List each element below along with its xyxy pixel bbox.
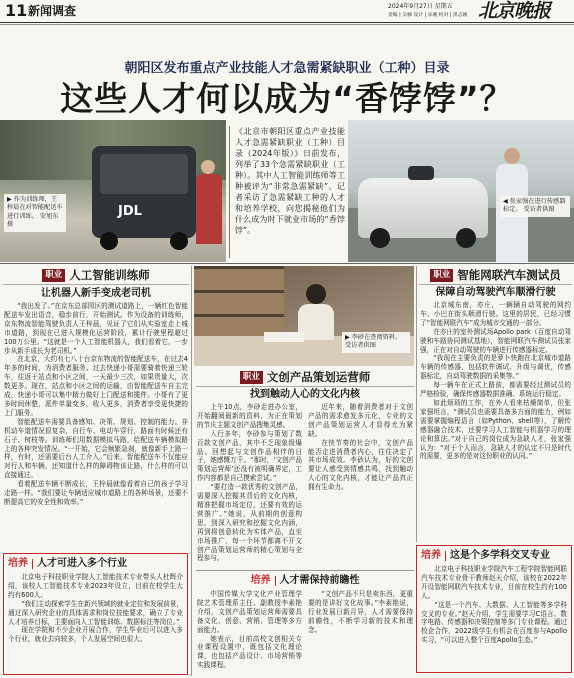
training-label: 培养 (8, 558, 28, 569)
header-rule-thin (0, 24, 574, 25)
robot-wheel (100, 232, 118, 250)
cultural-header (196, 370, 414, 387)
caption-text: ▶ 李砂在查阅资料。 (345, 334, 402, 341)
caption-text: ◀ 张家强在进行传感器标定。 (503, 198, 566, 214)
ai-training-header (8, 557, 183, 570)
column-rule (191, 266, 192, 676)
training-title: 这是个多学科交叉专业 (450, 550, 550, 561)
ai-training-box (3, 553, 188, 675)
headline-kicker: 朝阳区发布重点产业技能人才急需紧缺职业（工种）目录 (124, 61, 450, 76)
robot-wheel (170, 232, 188, 250)
roof-sensor (408, 166, 434, 180)
photo-credit: 受访者供图 (523, 206, 555, 214)
paragraph: 近年来，随着消费者对于文创产品的需求愈发多元化，专业的文创产品策划运营人才显得尤为紧缺。 (308, 403, 413, 438)
job-label: 职业 (42, 269, 65, 282)
paragraph: “这是一个汽车、大数据、人工智能等多学科交叉的专业。”赵天介绍，学生需要学习C语言、数字电路、传感器和决策控制等多门专业课程。通过校企合作，2022级学生有机会在百度参与Apollo实习，“可以进入整个百度Apollo生态。” (421, 600, 567, 645)
paragraph: 北京电子科技职业学院汽车工程学院智能网联汽车技术专业骨干教师赵天介绍，该校在2022年开设智能网联汽车技术专业，目前在校生约有100人。 (421, 565, 567, 600)
paragraph: 在快节奏的社会中，文创产品能否走进消费者内心，往往决定了其市场成效。李砂认为，好的文创要让人感受到情感共鸣，找到触动人心的文化内核，才能让产品真正拥有生命力。 (308, 438, 413, 492)
robot-cargo-door (100, 154, 188, 194)
newspaper-logo: 北京晚报 (478, 0, 551, 22)
sensor-calibration-photo (348, 120, 574, 262)
ai-training-article (8, 573, 183, 671)
ai-trainer-header (3, 268, 189, 285)
paragraph: 每一辆车在正式上路前，都需要经过测试员的严格检验，确保传感器数据准确、系统运行稳定。 (420, 381, 571, 399)
job-label: 职业 (240, 371, 263, 384)
training-label: 培养 (250, 575, 271, 586)
paragraph: “我现在主要负责的是萝卜快跑在北京城市道路车辆的传感器，包括软件调试、升级与调优，传感器标定，自动驾驶数据的采集等。” (420, 354, 571, 381)
trainer-head (201, 160, 215, 174)
section-title: 人工智能训练师 (69, 268, 150, 282)
column-rule (416, 266, 417, 542)
delivery-robot-photo (0, 120, 226, 262)
header-rule (0, 22, 574, 23)
section-divider (0, 263, 574, 264)
page-number: 11 (5, 1, 28, 20)
paragraph: “文创产品不只是卖东西，更重要的是讲好文化故事。”李素艳说，行业发展日新月异，人才需要保持前瞻性，不断学习新的技术和理念。 (308, 590, 413, 634)
paragraph: “要打造一款优秀的文创产品，需要深入挖掘其背后的文化内核，精准把握市场定位，还要有效的运营推广。”她说，从前期的创意构思，到深入研究和挖掘文化内涵，再到将创意转化为实体产品，直至市场推广，每一个环节都离不开文创产品策划运营师的精心策划与全程参与。 (197, 483, 302, 563)
connected-vehicle-training-article (421, 565, 567, 669)
paragraph: “我出发了。”在京东总部园区的测试道路上，一辆红色智能配送车发出语音，稳步前行，开始测试。作为设备的训练师，京东物流智能驾驶负责人王梓晨，见证了它们从实验室走上城市道路，到现在已进入规模化运营阶段，累计行驶里程超过100万公里。“这就是一个人工智能机器人，我们看着它，一步步从新手成长为老司机。” (4, 302, 188, 355)
paragraph: 中国传媒大学文化产业管理学院艺术管理系主任、副教授李素艳介绍，文创产品策划运营师需要具备文化、创意、营销、管理等多方面能力。 (197, 590, 302, 634)
label-separator (32, 559, 33, 569)
connected-vehicle-training-header (421, 549, 567, 562)
section-name: 新闻调查 (28, 4, 77, 18)
reading-caption (342, 332, 410, 353)
intro-text: 《北京市朝阳区重点产业技能人才急需紧缺职业（工种）目录（2024年版）》日前发布，列举了33个急需紧缺职业（工种）。其中人工智能训练师等工种被评为“非常急需紧缺”。记者采访了急需紧缺工种的人才和培养学校，向您揭秘他们为什么成为时下就业市场的“香饽饽”。 (229, 126, 345, 258)
section-divider (196, 570, 414, 571)
connected-vehicle-training-box (416, 545, 572, 673)
paragraph: “我们主动探索学生在新兴领域的就业定位和发展前景，通过深入研究企业的具体需求和岗位技能要求，确立了专业人才培养目标，主要面向人工智能训练、数据标注等岗位。” (8, 599, 183, 626)
paragraph: 看着配送车辆不断成长，王梓晨就像看着自己的孩子学习走路一样。“我们要让车辆适应城市道路上的各种场景，还要不断提高它的安全性和效率。” (4, 480, 188, 506)
ai-trainer-subtitle: 让机器人新手变成老司机 (41, 288, 151, 299)
tester-head (504, 148, 520, 164)
issue-date: 2024年9月27日 星期五 (388, 3, 453, 10)
ai-trainer-article (4, 302, 188, 548)
paragraph: 现在学院和不少企业开展合作，学生毕业后可以进入多个行业，就业去向较多，个人发展空间也很大。 (8, 626, 183, 644)
connected-vehicle-header (419, 268, 572, 285)
cultural-subtitle: 找到触动人心的文化内核 (250, 389, 360, 400)
paragraph: 北京城东南，亦庄，一辆辆自动驾驶的网约车、小巴在街头顺滑行驶。这里的居民，已经习惯了“智能网联汽车”成为城市交通的一部分。 (420, 301, 571, 327)
paragraph: 在亦庄的室外测试场Apollo park（百度自动驾驶和车路协同测试基地），智能网联汽车测试员张家强，正在对自动驾驶的车辆进行传感器标定。 (420, 327, 571, 354)
training-title: 人才可进入多个行业 (37, 558, 127, 569)
paragraph: 上午10点，李砂走进办公室，开始翻阅最新的资料，为正在策划的节庆主题文创产品搜集灵感。 (197, 403, 302, 429)
label-separator (275, 576, 276, 586)
connected-vehicle-article (420, 301, 571, 541)
paragraph: 北京电子科技职业学院人工智能技术专业带头人杜辉介绍，该校人工智能技术专业2023年设立，目前在校学生大约有600人。 (8, 573, 183, 599)
vehicle-wheel (370, 228, 390, 248)
paragraph: 如此烦琐的工作，在外人看来枯燥简单，但张家强坦言，“测试员也需要具备多方面的能力，例如需要掌握编程语言（如Python、shell等），了解传感器融合技术，还要学习人工智能与机器学习的理论和算法。”对于自己的岗位成为急缺人才，张家强认为：“对于个人而言，急缺人才的认定不只是时代的需要，更多的是对这份职业的认同。” (420, 398, 571, 461)
editor-credits: 责编 | 吴楠 设计 | 宋溪 校对 | 黑志刚 (388, 13, 468, 18)
cultural-training-header (196, 574, 414, 587)
label-separator (445, 551, 446, 561)
paragraph: 在北京，大约有七八十台京东物流的智能配送车，在过去4年多的时间，为消费者服务。过去快递小哥需要骑着快递三轮车，往返于站点和小区之间，一天最少三次，如果货量大，次数更多。现在，站点和小区之间的运输，由智能配送车自主完成，快递小哥可以集中精力做好上门配送和揽件。小哥有了更多时间休整，派件单量变多，收入更多，消费者享受更快捷的上门服务。 (4, 355, 188, 417)
sensor-caption (500, 196, 570, 217)
cultural-article (197, 403, 413, 565)
photo-credit: 安旭东 摄 (7, 212, 59, 229)
headline-title: 这些人才何以成为“香饽饽”？ (60, 79, 514, 118)
vehicle-wheel (456, 228, 476, 248)
training-title: 人才需保持前瞻性 (279, 575, 360, 586)
training-label: 培养 (421, 550, 441, 561)
trainer-body (196, 174, 222, 244)
paragraph: 她表示，目前高校文创相关专业课程设置中，既包括文化理论课，也包括产品设计、市场营销等实践课程。 (197, 634, 302, 670)
connected-vehicle-subtitle: 保障自动驾驶汽车顺滑行驶 (435, 287, 556, 298)
cultural-training-article (197, 590, 413, 676)
photo-credit: 受访者供图 (345, 342, 376, 350)
caption-text: ▶ 作为训练师，王梓晨在对智能配送车进行训练。 (7, 196, 63, 220)
section-title: 智能网联汽车测试员 (457, 268, 561, 282)
open-book (264, 332, 304, 342)
job-label: 职业 (430, 269, 453, 282)
paragraph: 入行多年，李砂参与策划了数百款文创产品，其中不乏现象级爆品。回想起与文创作品相伴的日子，她感慨万千。“那时，‘文创产品策划运营师’还没有被明确界定，工作内容都是自己摸索尝试。” (197, 429, 302, 483)
reading-photo (194, 266, 414, 366)
delivery-robot-caption (4, 194, 66, 232)
paragraph: 智能配送车需要具备感知、决策、规划、控制的能力。非机动车道情况很复杂，自行车、电动车穿行，路面有时候还有石子、树枝等。训练师们用数据模拟马路，给配送车辆模拟路上的各种突发情况。“一开始，它会频繁急刹，就像新手上路一样，有时，还需要后台人工介入。”后来，智能配送车不仅能应对行人和车辆，还知道什么样的障碍物该让路，什么样的可以直接通过。 (4, 417, 188, 480)
woman-head (306, 284, 326, 304)
section-title: 文创产品策划运营师 (266, 370, 371, 384)
robot-logo: JDL (118, 204, 142, 219)
